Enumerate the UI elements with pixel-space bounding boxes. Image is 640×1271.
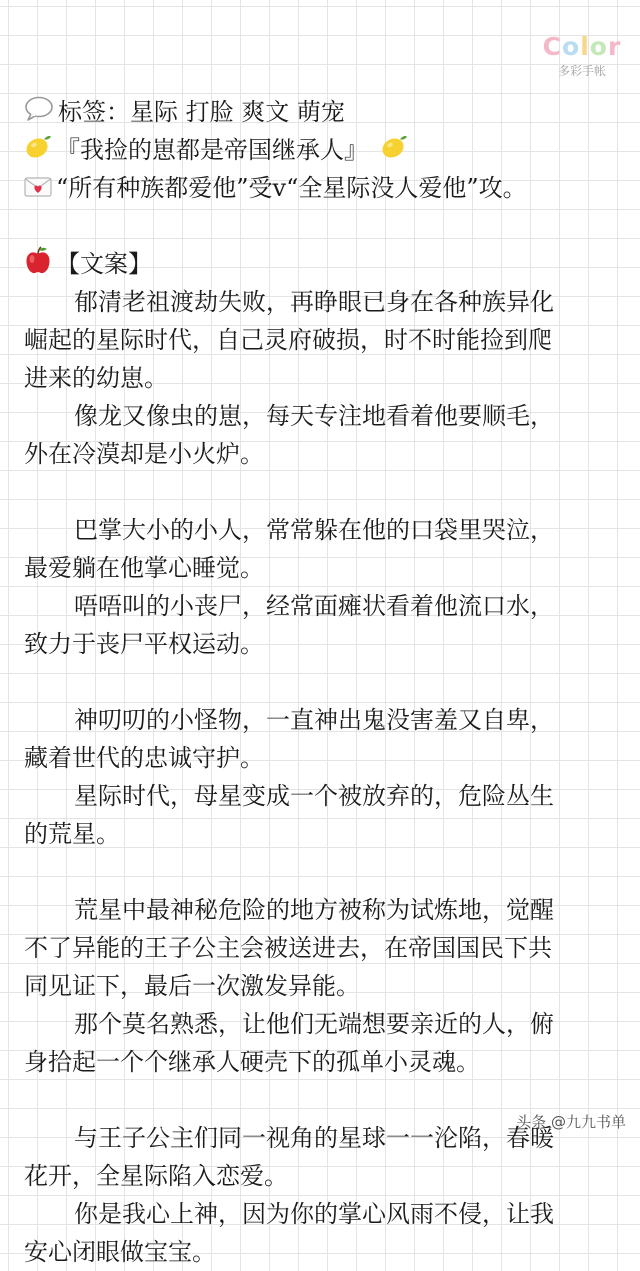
synopsis-line: 身拾起一个个继承人硬壳下的孤单小灵魂。 — [24, 1048, 480, 1076]
speech-bubble-icon — [24, 95, 54, 133]
synopsis-line: 安心闭眼做宝宝。 — [24, 1238, 216, 1266]
brand-logo — [542, 34, 622, 79]
synopsis-line: 同见证下，最后一次激发异能。 — [24, 972, 360, 1000]
article-content — [24, 93, 616, 1271]
lemon-icon — [24, 132, 52, 171]
synopsis-line: 崛起的星际时代，自己灵府破损，时不时能捡到爬 — [24, 326, 552, 354]
book-title-line — [24, 131, 616, 169]
pairing-line — [24, 169, 616, 207]
book-title: 『我捡的崽都是帝国继承人』 — [56, 136, 368, 164]
synopsis-line: 不了异能的王子公主会被送进去，在帝国国民下共 — [24, 934, 552, 962]
apple-icon — [24, 245, 52, 286]
tags-line — [24, 93, 616, 131]
spacer — [24, 473, 616, 511]
synopsis-line: 像龙又像虫的崽，每天专注地看着他要顺毛， — [74, 402, 554, 430]
synopsis-line: 致力于丧尸平权运动。 — [24, 630, 264, 658]
synopsis-line: 神叨叨的小怪物，一直神出鬼没害羞又自卑， — [74, 706, 554, 734]
synopsis-line: 外在冷漠却是小火炉。 — [24, 440, 264, 468]
synopsis-line: 花开，全星际陷入恋爱。 — [24, 1162, 288, 1190]
source-watermark: 头条 @九九书单 — [516, 1113, 626, 1131]
synopsis-heading: 【文案】 — [56, 250, 152, 278]
synopsis-line: 藏着世代的忠诚守护。 — [24, 744, 264, 772]
spacer — [24, 663, 616, 701]
love-letter-icon — [24, 171, 52, 209]
synopsis-line: 与王子公主们同一视角的星球一一沦陷，春暖 — [74, 1124, 554, 1152]
synopsis-line: 唔唔叫的小丧尸，经常面瘫状看着他流口水， — [74, 592, 554, 620]
synopsis-line: 的荒星。 — [24, 820, 120, 848]
synopsis-line: 巴掌大小的小人，常常躲在他的口袋里哭泣， — [74, 516, 554, 544]
synopsis-line: 星际时代，母星变成一个被放弃的，危险丛生 — [74, 782, 554, 810]
lemon-icon — [380, 132, 408, 171]
synopsis-line: 进来的幼崽。 — [24, 364, 168, 392]
brand-logo-text: Color — [542, 32, 622, 61]
brand-subtitle: 多彩手帐 — [557, 64, 606, 78]
spacer — [24, 207, 616, 245]
tags-label: 标签： — [58, 98, 130, 126]
synopsis-line: 郁清老祖渡劫失败，再睁眼已身在各种族异化 — [74, 288, 554, 316]
synopsis-line: 荒星中最神秘危险的地方被称为试炼地，觉醒 — [74, 896, 554, 924]
spacer — [24, 853, 616, 891]
synopsis-heading-line — [24, 245, 616, 283]
synopsis-line: 你是我心上神，因为你的掌心风雨不侵，让我 — [74, 1200, 554, 1228]
synopsis-line: 最爱躺在他掌心睡觉。 — [24, 554, 264, 582]
tags-value: 星际 打脸 爽文 萌宠 — [130, 98, 345, 126]
synopsis-line: 那个莫名熟悉，让他们无端想要亲近的人，俯 — [74, 1010, 554, 1038]
pairing-text: “所有种族都爱他”受v“全星际没人爱他”攻。 — [56, 174, 527, 202]
